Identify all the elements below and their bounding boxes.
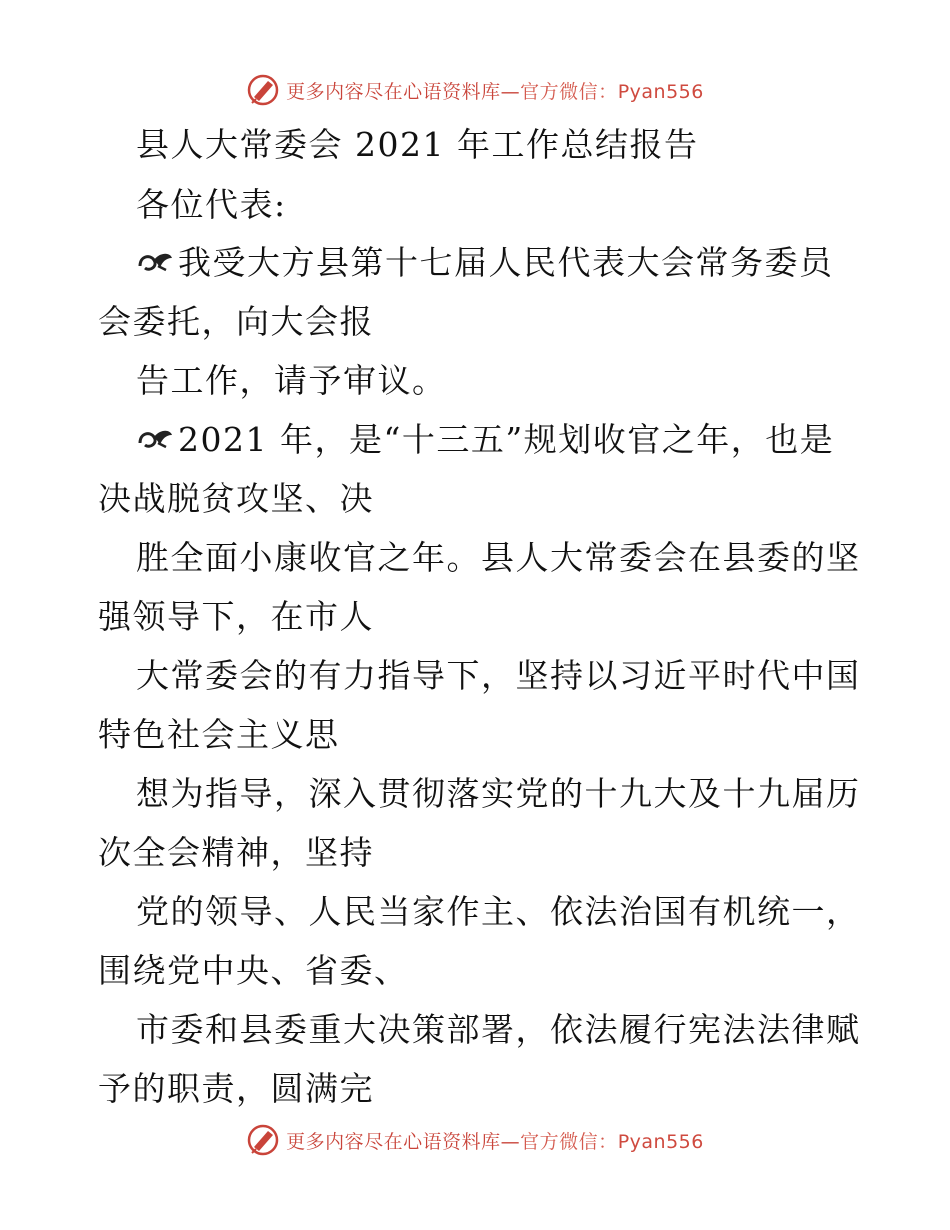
- logo-icon: [246, 73, 280, 107]
- paragraph-line: 2021 年，是“十三五”规划收官之年，也是: [136, 410, 834, 470]
- paragraph-line: 决战脱贫攻坚、决: [98, 479, 374, 518]
- paragraph-line: 予的职责，圆满完: [98, 1069, 374, 1108]
- watermark-text: 更多内容尽在心语资料库—官方微信：Pyan556: [286, 80, 704, 103]
- header-watermark: [0, 70, 950, 110]
- paragraph-line: 市委和县委重大决策部署，依法履行宪法法律赋: [136, 1010, 861, 1049]
- watermark-text: 更多内容尽在心语资料库—官方微信：Pyan556: [286, 1130, 704, 1153]
- paragraph-line: 围绕党中央、省委、: [98, 951, 409, 990]
- paragraph-line: 会委托，向大会报: [98, 302, 374, 341]
- paragraph-line: 胜全面小康收官之年。县人大常委会在县委的坚: [136, 538, 861, 577]
- footer-watermark: [0, 1120, 950, 1160]
- paragraph-line: 大常委会的有力指导下，坚持以习近平时代中国: [136, 656, 861, 695]
- paragraph-line: 特色社会主义思: [98, 715, 340, 754]
- logo-icon: [246, 1123, 280, 1157]
- leaf-bullet-icon: [136, 246, 176, 276]
- salutation: 各位代表:: [136, 185, 287, 224]
- paragraph-line: 我受大方县第十七届人民代表大会常务委员: [136, 233, 834, 293]
- paragraph-line: 强领导下，在市人: [98, 597, 374, 636]
- paragraph-line: 次全会精神，坚持: [98, 833, 374, 872]
- paragraph-line: 告工作，请予审议。: [136, 361, 447, 400]
- paragraph-line: 想为指导，深入贯彻落实党的十九大及十九届历: [136, 774, 861, 813]
- document-title: 县人大常委会 2021 年工作总结报告: [136, 125, 699, 164]
- paragraph-line: 党的领导、人民当家作主、依法治国有机统一，: [136, 892, 861, 931]
- leaf-bullet-icon: [136, 423, 176, 453]
